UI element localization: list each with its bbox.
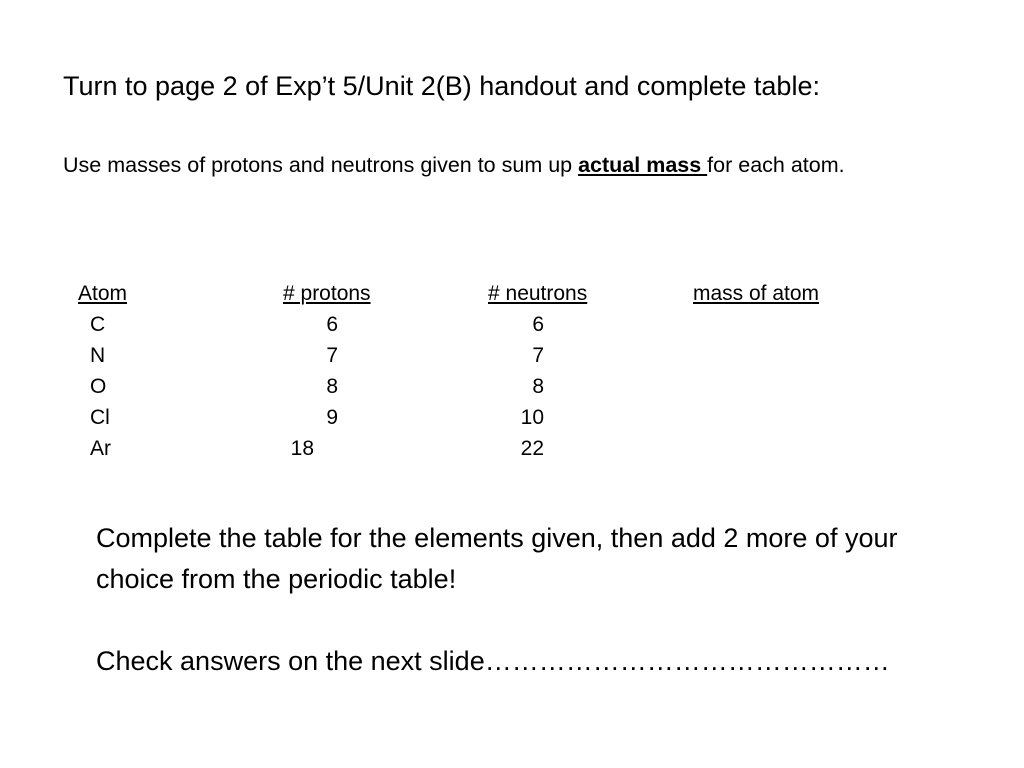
- row-neutrons: 6: [532, 313, 544, 336]
- atom-table: [0, 280, 1024, 470]
- header-mass: mass of atom: [693, 282, 820, 305]
- row-atom-symbol: N: [90, 344, 106, 367]
- instruction-text: [63, 148, 963, 182]
- row-protons: 18: [290, 437, 314, 460]
- row-protons: 7: [326, 344, 338, 367]
- row-neutrons: 22: [520, 437, 544, 460]
- header-protons: # protons: [283, 282, 371, 305]
- header-atom: Atom: [78, 282, 128, 305]
- header-neutrons: # neutrons: [488, 282, 588, 305]
- row-atom-symbol: Ar: [90, 437, 111, 460]
- row-protons: 9: [326, 406, 338, 429]
- closing-text: [96, 518, 976, 682]
- row-atom-symbol: O: [90, 375, 107, 398]
- row-neutrons: 10: [520, 406, 544, 429]
- row-protons: 8: [326, 375, 338, 398]
- instruction-before: Use masses of protons and neutrons given to sum up: [63, 153, 579, 177]
- instruction-emphasis: actual mass: [578, 153, 708, 177]
- instruction-after: for each atom.: [707, 153, 845, 177]
- row-neutrons: 8: [532, 375, 544, 398]
- closing-check-answers: Check answers on the next slide………………………………………: [96, 646, 890, 676]
- row-atom-symbol: Cl: [90, 406, 110, 429]
- slide-title: Turn to page 2 of Exp’t 5/Unit 2(B) handout and complete table:: [63, 71, 820, 101]
- row-protons: 6: [326, 313, 338, 336]
- closing-instruction: Complete the table for the elements given, then add 2 more of your choice from the periodic table!: [96, 523, 898, 594]
- row-neutrons: 7: [532, 344, 544, 367]
- row-atom-symbol: C: [90, 313, 106, 336]
